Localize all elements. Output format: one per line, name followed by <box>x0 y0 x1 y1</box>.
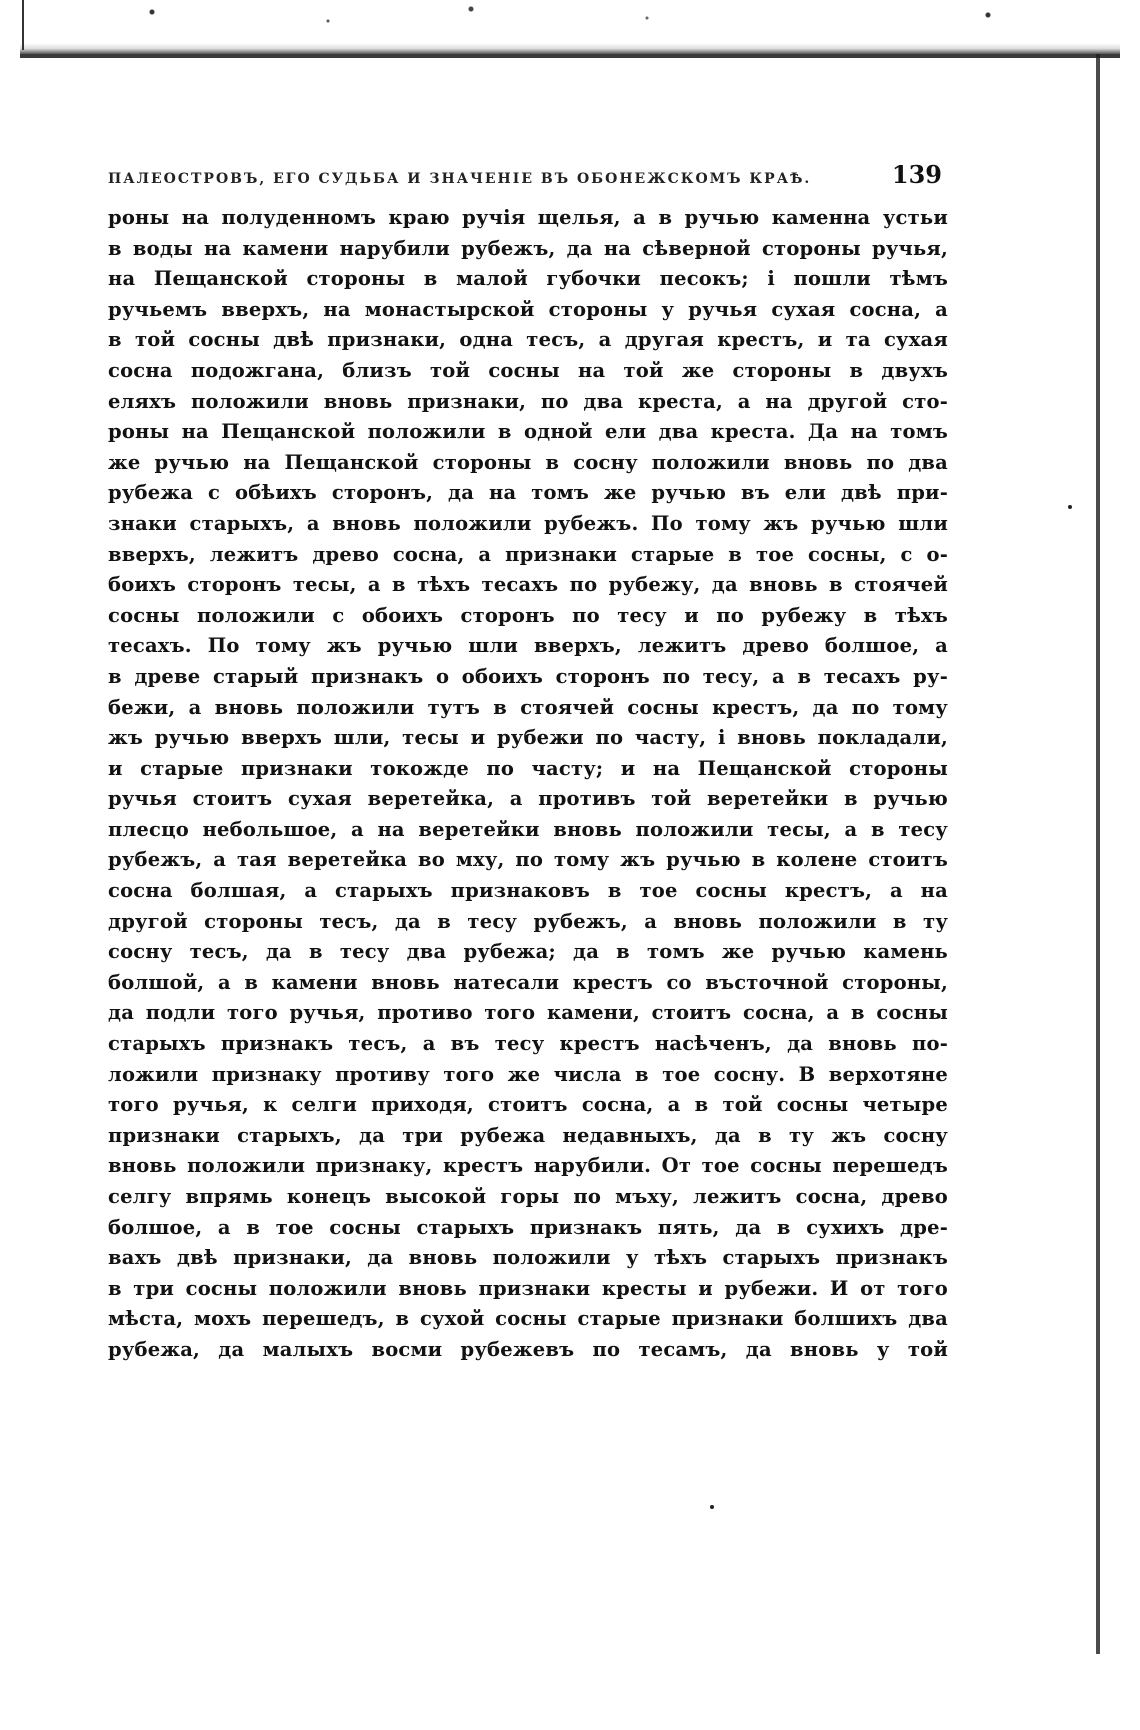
text-line: ручьемъ вверхъ, на монастырской стороны у ручья сухая сосна, а <box>108 297 948 321</box>
text-line: роны на Пещанской положили в одной ели два креста. Да на томъ <box>108 420 948 444</box>
scan-border-left <box>22 0 24 50</box>
running-title: ПАЛЕОСТРОВЪ, ЕГО СУДЬБА И ЗНАЧЕНІЕ ВЪ ОБОНЕЖСКОМЪ КРАѢ. <box>108 171 812 187</box>
text-line: плесцо небольшое, а на веретейки вновь положили тесы, а в тесу <box>108 817 948 841</box>
text-line: сосна болшая, а старыхъ признаковъ в тое сосны крестъ, а на <box>108 879 948 903</box>
text-line: бежи, а вновь положили тутъ в стоячей сосны крестъ, да по тому <box>108 695 948 719</box>
text-line: признаки старыхъ, да три рубежа недавныхъ, да в ту жъ сосну <box>108 1123 948 1147</box>
scan-speck <box>710 1505 714 1509</box>
text-line: другой стороны тесъ, да в тесу рубежъ, а вновь положили в ту <box>108 909 948 933</box>
text-line: вверхъ, лежитъ древо сосна, а признаки старые в тое сосны, с о- <box>108 542 948 566</box>
text-line: тесахъ. По тому жъ ручью шли вверхъ, лежитъ древо болшое, а <box>108 634 948 658</box>
text-line: мѣста, мохъ перешедъ, в сухой сосны старые признаки болшихъ два <box>108 1307 948 1331</box>
text-line: да подли того ручья, противо того камени, стоитъ сосна, а в сосны <box>108 1001 948 1025</box>
text-line: на Пещанской стороны в малой губочки песокъ; і пошли тѣмъ <box>108 267 948 291</box>
text-line: сосны положили с обоихъ сторонъ по тесу и по рубежу в тѣхъ <box>108 603 948 627</box>
body-text <box>108 203 948 1366</box>
text-line: ручья стоитъ сухая веретейка, а противъ той веретейки в ручью <box>108 787 948 811</box>
text-line: болшой, а в камени вновь натесали крестъ со въсточной стороны, <box>108 970 948 994</box>
text-line: рубежъ, а тая веретейка во мху, по тому жъ ручью в колене стоитъ <box>108 848 948 872</box>
text-line: старыхъ признакъ тесъ, а въ тесу крестъ насѣченъ, да вновь по- <box>108 1032 948 1056</box>
page-number: 139 <box>891 160 942 189</box>
text-line: еляхъ положили вновь признаки, по два креста, а на другой сто- <box>108 389 948 413</box>
text-line: и старые признаки токожде по часту; и на Пещанской стороны <box>108 756 948 780</box>
text-line: боихъ сторонъ тесы, а в тѣхъ тесахъ по рубежу, да вновь в стоячей <box>108 573 948 597</box>
text-line: же ручью на Пещанской стороны в сосну положили вновь по два <box>108 450 948 474</box>
text-line: сосна подожгана, близъ той сосны на той же стороны в двухъ <box>108 358 948 382</box>
text-line: того ручья, к селги приходя, стоитъ сосна, а в той сосны четыре <box>108 1093 948 1117</box>
text-line: селгу впрямь конецъ высокой горы по мъху, лежитъ сосна, древо <box>108 1185 948 1208</box>
text-line: рубежа с обѣихъ сторонъ, да на томъ же ручью въ ели двѣ при- <box>108 481 948 505</box>
text-line: рубежа, да малыхъ восми рубежевъ по тесамъ, да вновь у той <box>108 1337 948 1361</box>
document-page <box>108 160 948 1366</box>
text-line: болшое, а в тое сосны старыхъ признакъ пять, да в сухихъ дре- <box>108 1215 948 1239</box>
text-line: в той сосны двѣ признаки, одна тесъ, а другая крестъ, и та сухая <box>108 328 948 352</box>
text-line: в древе старый признакъ о обоихъ сторонъ по тесу, а в тесахъ ру- <box>108 664 948 688</box>
text-line: сосну тесъ, да в тесу два рубежа; да в томъ же ручью камень <box>108 940 948 964</box>
scan-border-right <box>1096 54 1100 1654</box>
scan-speck <box>1068 505 1072 509</box>
text-line: знаки старыхъ, а вновь положили рубежъ. По тому жъ ручью шли <box>108 511 948 535</box>
text-line: роны на полуденномъ краю ручія щелья, а в ручью каменна устьи <box>108 206 948 229</box>
scan-border-top <box>20 36 1120 58</box>
running-header <box>108 160 948 189</box>
text-line: жъ ручью вверхъ шли, тесы и рубежи по часту, і вновь покладали, <box>108 726 948 750</box>
text-line: вновь положили признаку, крестъ нарубили. От тое сосны перешедъ <box>108 1154 948 1178</box>
text-line: ложили признаку противу того же числа в тое сосну. В верхотяне <box>108 1062 948 1086</box>
text-line: вахъ двѣ признаки, да вновь положили у тѣхъ старыхъ признакъ <box>108 1246 948 1270</box>
text-line: в три сосны положили вновь признаки кресты и рубежи. И от того <box>108 1276 948 1300</box>
scan-noise-top <box>20 0 1120 30</box>
text-line: в воды на камени нарубили рубежъ, да на сѣверной стороны ручья, <box>108 236 948 260</box>
